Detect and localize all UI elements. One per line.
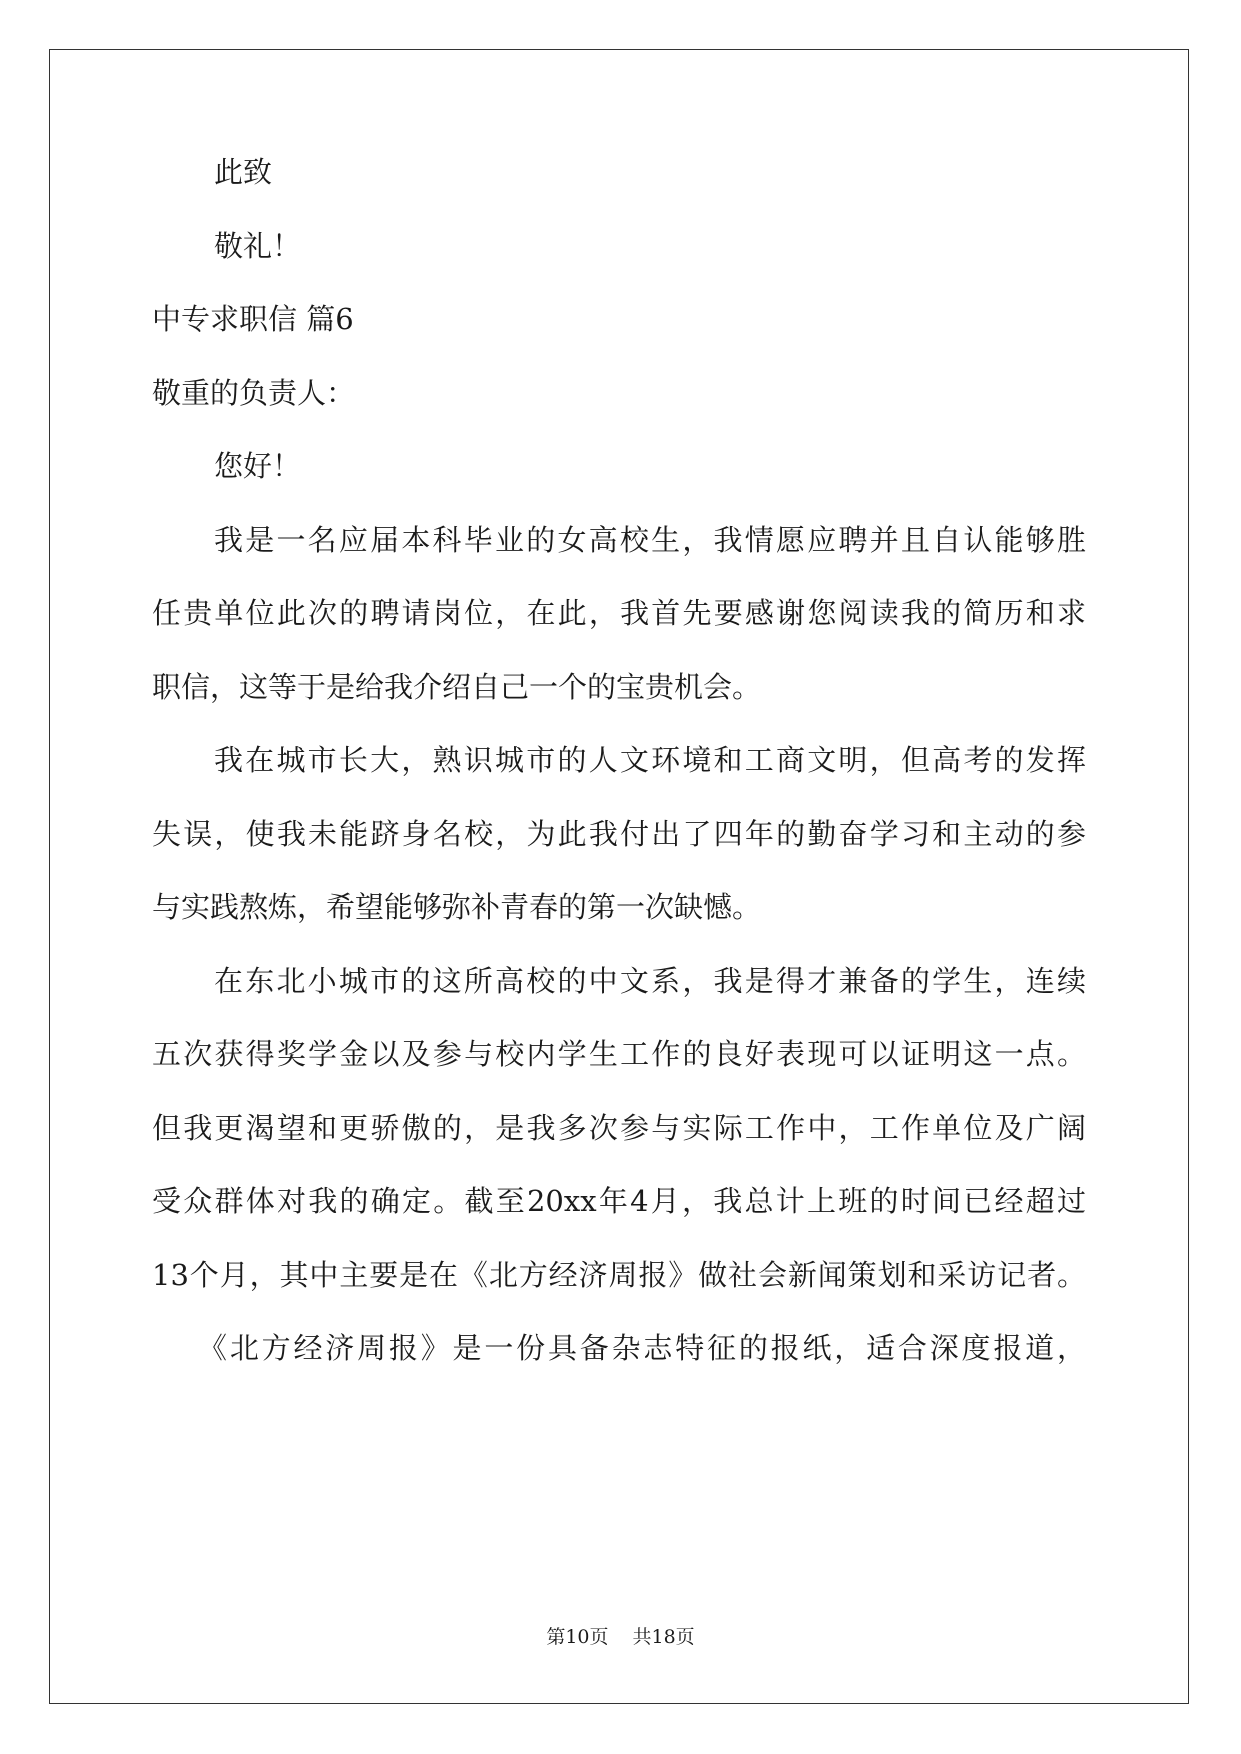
page-border [49,49,1189,1704]
salutation-closing: 敬礼！ [214,229,302,263]
paragraph-line: 我是一名应届本科毕业的女高校生，我情愿应聘并且自认能够胜 [214,523,1086,557]
page-total: 共18页 [632,1626,695,1648]
paragraph-line: 但我更渴望和更骄傲的，是我多次参与实际工作中，工作单位及广阔 [152,1111,1086,1145]
paragraph-line: 任贵单位此次的聘请岗位，在此，我首先要感谢您阅读我的简历和求 [152,596,1086,630]
paragraph-line: 五次获得奖学金以及参与校内学生工作的良好表现可以证明这一点。 [152,1037,1086,1071]
paragraph-line: 我在城市长大，熟识城市的人文环境和工商文明，但高考的发挥 [214,743,1086,777]
paragraph-line: 受众群体对我的确定。截至20xx年4月，我总计上班的时间已经超过 [152,1184,1086,1218]
page-footer [0,1622,1241,1649]
paragraph-line: 13个月，其中主要是在《北方经济周报》做社会新闻策划和采访记者。 [152,1258,1086,1292]
greeting-line: 您好！ [214,449,302,483]
paragraph-line: 职信，这等于是给我介绍自己一个的宝贵机会。 [152,670,762,704]
section-heading: 中专求职信 篇6 [152,302,354,336]
greeting-recipient: 敬重的负责人： [152,376,356,410]
closing-line: 此致 [214,155,273,189]
paragraph-line: 在东北小城市的这所高校的中文系，我是得才兼备的学生，连续 [214,964,1086,998]
paragraph-line: 失误，使我未能跻身名校，为此我付出了四年的勤奋学习和主动的参 [152,817,1086,851]
paragraph-line: 与实践熬炼，希望能够弥补青春的第一次缺憾。 [152,890,762,924]
paragraph-line: 《北方经济周报》是一份具备杂志特征的报纸，适合深度报道， [198,1331,1086,1365]
page-number: 第10页 [546,1626,609,1648]
